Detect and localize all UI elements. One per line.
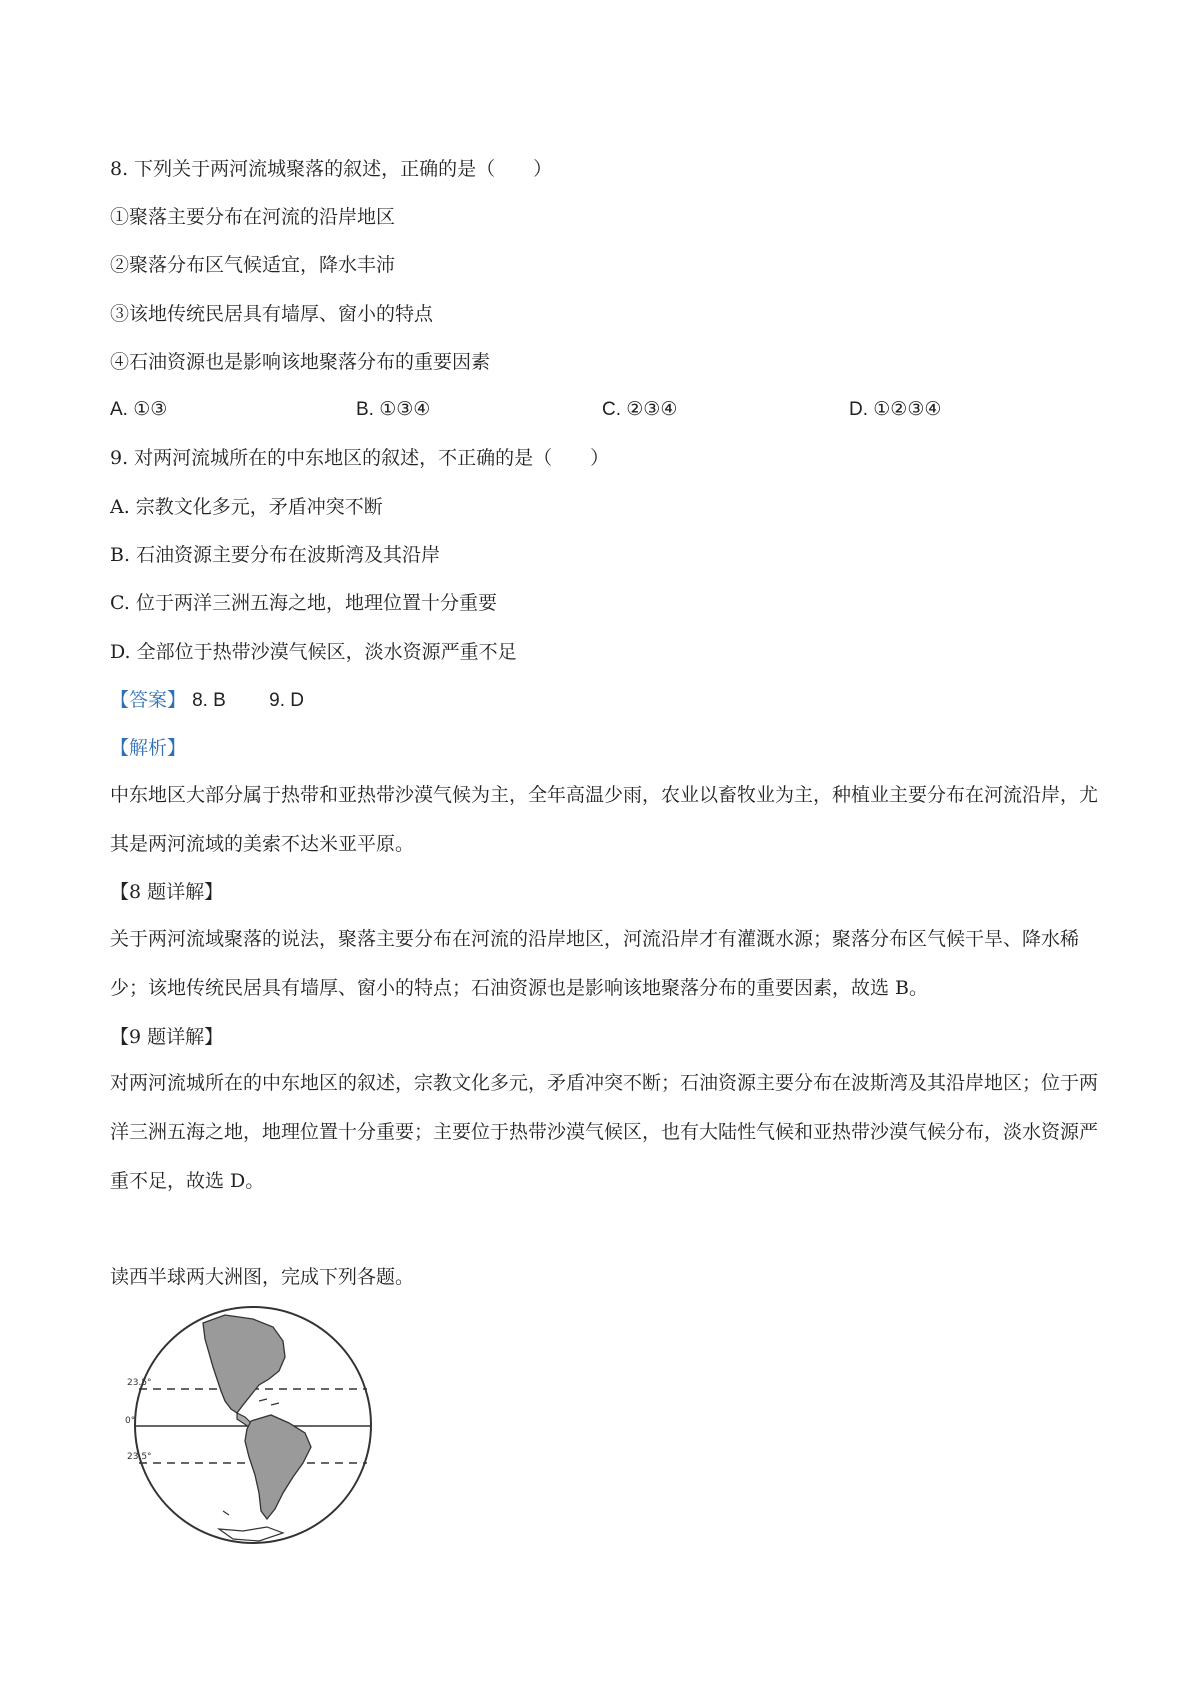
q9-option-a: A. 宗教文化多元，矛盾冲突不断 [110,496,383,518]
detail8-text: 关于两河流域聚落的说法，聚落主要分布在河流的沿岸地区，河流沿岸才有灌溉水源；聚落分布区气候干旱、降水稀少；该地传统民居具有墙厚、窗小的特点；石油资源也是影响该地聚落分布的重要因素，故选 B。 [110,928,1080,999]
analysis-text: 中东地区大部分属于热带和亚热带沙漠气候为主，全年高温少雨，农业以畜牧业为主，种植业主要分布在河流沿岸，尤其是两河流域的美索不达米亚平原。 [110,784,1099,855]
map-intro: 读西半球两大洲图，完成下列各题。 [110,1266,415,1288]
map-label-cancer: 23.5° [127,1378,152,1388]
q8-item-3: ③该地传统民居具有墙厚、窗小的特点 [110,303,434,325]
q9-option-c: C. 位于两洋三洲五海之地，地理位置十分重要 [110,592,497,614]
q8-option-b: B. ①③④ [356,399,431,420]
q8-item-1: ①聚落主要分布在河流的沿岸地区 [110,206,396,228]
detail9-text: 对两河流城所在的中东地区的叙述，宗教文化多元，矛盾冲突不断；石油资源主要分布在波斯湾及其沿岸地区；位于两洋三洲五海之地，地理位置十分重要；主要位于热带沙漠气候区，也有大陆性气候和亚热带沙漠气候分布，淡水资源严重不足，故选 D。 [110,1072,1099,1192]
analysis-tag: 【解析】 [110,737,187,759]
q8-option-a: A. ①③ [110,399,168,420]
q8-item-4: ④石油资源也是影响该地聚落分布的重要因素 [110,351,491,373]
q8-option-d: D. ①②③④ [849,399,942,420]
answer-text: 8. B 9. D [192,690,304,711]
q8-option-c: C. ②③④ [602,399,678,420]
q9-option-d: D. 全部位于热带沙漠气候区，淡水资源严重不足 [110,641,517,663]
answer-line [110,688,304,713]
detail8-tag: 【8 题详解】 [110,881,224,903]
map-label-capricorn: 23.5° [127,1452,152,1462]
western-hemisphere-map [125,1305,373,1545]
q9-stem: 9. 对两河流城所在的中东地区的叙述，不正确的是（ ） [110,447,610,469]
q8-item-2: ②聚落分布区气候适宜，降水丰沛 [110,254,396,276]
q8-stem: 8. 下列关于两河流城聚落的叙述，正确的是（ ） [110,158,553,180]
detail9-tag: 【9 题详解】 [110,1026,224,1048]
q9-option-b: B. 石油资源主要分布在波斯湾及其沿岸 [110,544,441,566]
answer-tag: 【答案】 [110,689,187,711]
map-label-equator: 0° [125,1416,136,1426]
